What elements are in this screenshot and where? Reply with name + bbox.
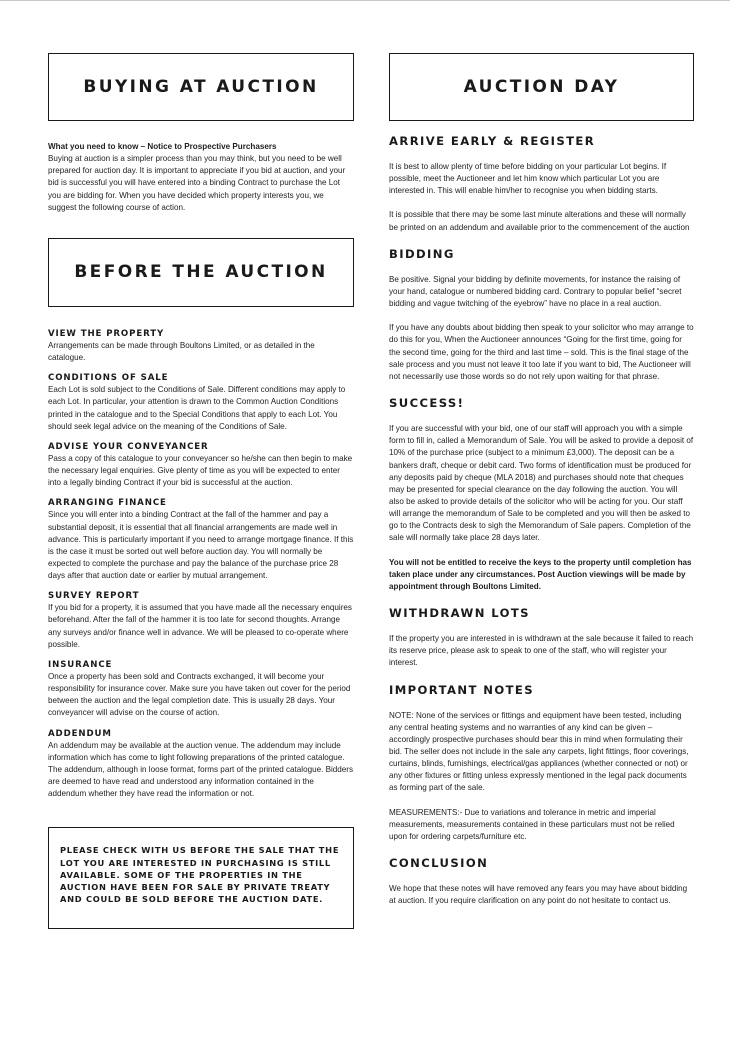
- section-addendum: [48, 729, 354, 801]
- section-heading: ADVISE YOUR CONVEYANCER: [48, 441, 209, 452]
- section-paragraph: NOTE: None of the services or fittings and equipment have been tested, including any central heating systems and no warranties of any kind can be given – accordingly prospective purchases should bear this in mind when formulating their bid. The seller does not include in the sale any carpets, light fittings, floor coverings, curtains, blinds, furnishings, electrical/gas appliances (whether connected or not) or any other fixtures or fitting unless expressly mentioned in the legal pack documents as forming part of the sale.: [389, 710, 689, 793]
- section-heading: INSURANCE: [48, 659, 113, 670]
- section-text: An addendum may be available at the auction venue. The addendum may include information which has come to light following preparations of the printed catalogue. The addendum, although in loose format, forms part of the printed catalogue. Bidders are deemed to have read and understood any information contained in the addendum whether they have read the information or not.: [48, 740, 354, 799]
- section-paragraph: If you are successful with your bid, one of our staff will approach you with a simple form to fill in, called a Memorandum of Sale. You will be asked to provide a deposit of 10% of the purchase price (subject to a minimum £3,000). The deposit can be a bankers draft, cheque or debit card. Two forms of identification must be produced for any deposits paid by cheque (MLA 2018) and purchases should note that cheques may be presented for special clearance on the day following the auction. You will also be asked to provide details of the solicitor who will be acting for you. Our staff will arrange the memorandum of Sale to be completed and you will then be asked to go to the Contracts desk to sigh the Memorandum of Sale papers. Completion of the sale will normally take place 28 days later.: [389, 424, 694, 543]
- section-heading: VIEW THE PROPERTY: [48, 328, 165, 339]
- section-advise-conveyancer: [48, 442, 354, 489]
- availability-notice-box: PLEASE CHECK WITH US BEFORE THE SALE THAT THE LOT YOU ARE INTERESTED IN PURCHASING IS STILL AVAILABLE. SOME OF THE PROPERTIES IN THE AUCTION HAVE BEEN FOR SALE BY PRIVATE TREATY AND COULD BE SOLD BEFORE THE AUCTION DATE.: [48, 827, 354, 929]
- keys-notice: You will not be entitled to receive the keys to the property until completion has taken place under any circumstances. Post Auction viewings will be made by appointment through Boultons Limited.: [389, 557, 692, 591]
- section-heading: CONCLUSION: [389, 856, 489, 871]
- section-bidding: [389, 247, 694, 383]
- section-paragraph: We hope that these notes will have removed any fears you may have about bidding at auction. If you require clarification on any point do not hesitate to contact us.: [389, 884, 688, 906]
- section-heading: IMPORTANT NOTES: [389, 682, 534, 697]
- intro-heading: What you need to know – Notice to Prospective Purchasers: [48, 142, 277, 151]
- section-heading: SUCCESS!: [389, 396, 465, 411]
- section-text: Once a property has been sold and Contracts exchanged, it will become your responsibility for insurance cover. Make sure you have taken out cover for the period between the auction and the legal completion date. This is usually 28 days. Your conveyancer will advise on the course of action.: [48, 671, 351, 718]
- section-view-property: [48, 329, 354, 364]
- section-heading: ADDENDUM: [48, 728, 112, 739]
- section-conclusion: [389, 856, 694, 907]
- section-paragraph: If the property you are interested in is withdrawn at the sale because it failed to reach its reserve price, please ask to speak to one of the staff, who will register your interest.: [389, 634, 694, 668]
- auction-day-title: AUCTION DAY: [389, 53, 694, 121]
- intro-block: [48, 141, 354, 214]
- section-heading: BIDDING: [389, 246, 455, 261]
- section-text: Since you will enter into a binding Contract at the fall of the hammer and pay a substantial deposit, it is essential that all financial arrangements are made well in advance. This is particularly important if you need to arrange mortgage finance. If this is the case it must be sorted out well before auction day. You will normally be expected to complete the purchase and pay the balance of the purchase price 28 days after that auction date or earlier by mutual arrangement.: [48, 510, 354, 581]
- section-withdrawn-lots: [389, 606, 694, 669]
- section-heading: ARRANGING FINANCE: [48, 498, 167, 509]
- section-paragraph: It is best to allow plenty of time before bidding on your particular Lot begins. If possible, meet the Auctioneer and let him know which particular Lot you are interested in. This will enable him/her to recognise you when bidding starts.: [389, 162, 667, 196]
- section-paragraph: It is possible that there may be some last minute alterations and these will normally be printed on an addendum and available prior to the commencement of the auction: [389, 210, 690, 232]
- section-heading: WITHDRAWN LOTS: [389, 606, 530, 621]
- section-conditions-of-sale: [48, 373, 354, 433]
- section-survey-report: [48, 591, 354, 651]
- section-text: Pass a copy of this catalogue to your conveyancer so he/she can then begin to make the necessary legal enquiries. Give plenty of time as you will be expected to enter into a legally binding Contract if your bid is successful at the auction.: [48, 453, 353, 488]
- section-text: Arrangements can be made through Boultons Limited, or as detailed in the catalogue.: [48, 340, 315, 363]
- right-column: [389, 53, 694, 907]
- section-heading: CONDITIONS OF SALE: [48, 373, 169, 384]
- section-paragraph: Be positive. Signal your bidding by definite movements, for instance the raising of your hand, catalogue or numbered bidding card. Contrary to popular belief “secret bidding and vague twitching of the eyebrow” have no place in a real auction.: [389, 274, 682, 309]
- section-text: Each Lot is sold subject to the Conditions of Sale. Different conditions may apply to each Lot. In particular, your attention is drawn to the Common Auction Conditions printed in the catalogue and to the Special Conditions that apply to each Lot. You should seek legal advice on the meaning of the Conditions of Sale.: [48, 385, 346, 431]
- section-text: If you bid for a property, it is assumed that you have made all the necessary enquires beforehand. After the fall of the hammer it is too late for second thoughts. Arrange any surveys and/or finance well in advance. We will be pleased to co-operate where possible.: [48, 603, 352, 649]
- before-the-auction-title: BEFORE THE AUCTION: [48, 238, 354, 307]
- section-paragraph: If you have any doubts about bidding then speak to your solicitor who may arrange to do this for you, When the Auctioneer announces “Going for the first time, going for the second time, going for the third and last time – sold. This is the final stage of the sale process and you must not leave it too late if you want to bid, The Auctioneer will not necessarily use those words so do not rely upon waiting for that phrase.: [389, 323, 694, 381]
- section-paragraph: MEASUREMENTS:- Due to variations and tolerance in metric and imperial measurements, measurements contained in these particulars must not be relied upon for ordering carpets/furniture etc.: [389, 807, 675, 841]
- section-arrive-early: [389, 134, 694, 234]
- section-arranging-finance: [48, 498, 354, 582]
- section-success: [389, 396, 694, 593]
- buying-at-auction-title: BUYING AT AUCTION: [48, 53, 354, 121]
- intro-text: Buying at auction is a simpler process than you may think, but you need to be well prepared for auction day. It is important to appreciate if you bid at auction, and your bid is successful you will have entered into a binding Contract to purchase the Lot you are bidding for. When you have decided which property interests you, we suggest the following course of action.: [48, 154, 346, 212]
- section-heading: ARRIVE EARLY & REGISTER: [389, 134, 596, 148]
- left-column: [48, 53, 354, 929]
- section-important-notes: [389, 683, 694, 844]
- section-insurance: [48, 660, 354, 720]
- top-divider: [0, 0, 730, 1]
- section-heading: SURVEY REPORT: [48, 591, 140, 602]
